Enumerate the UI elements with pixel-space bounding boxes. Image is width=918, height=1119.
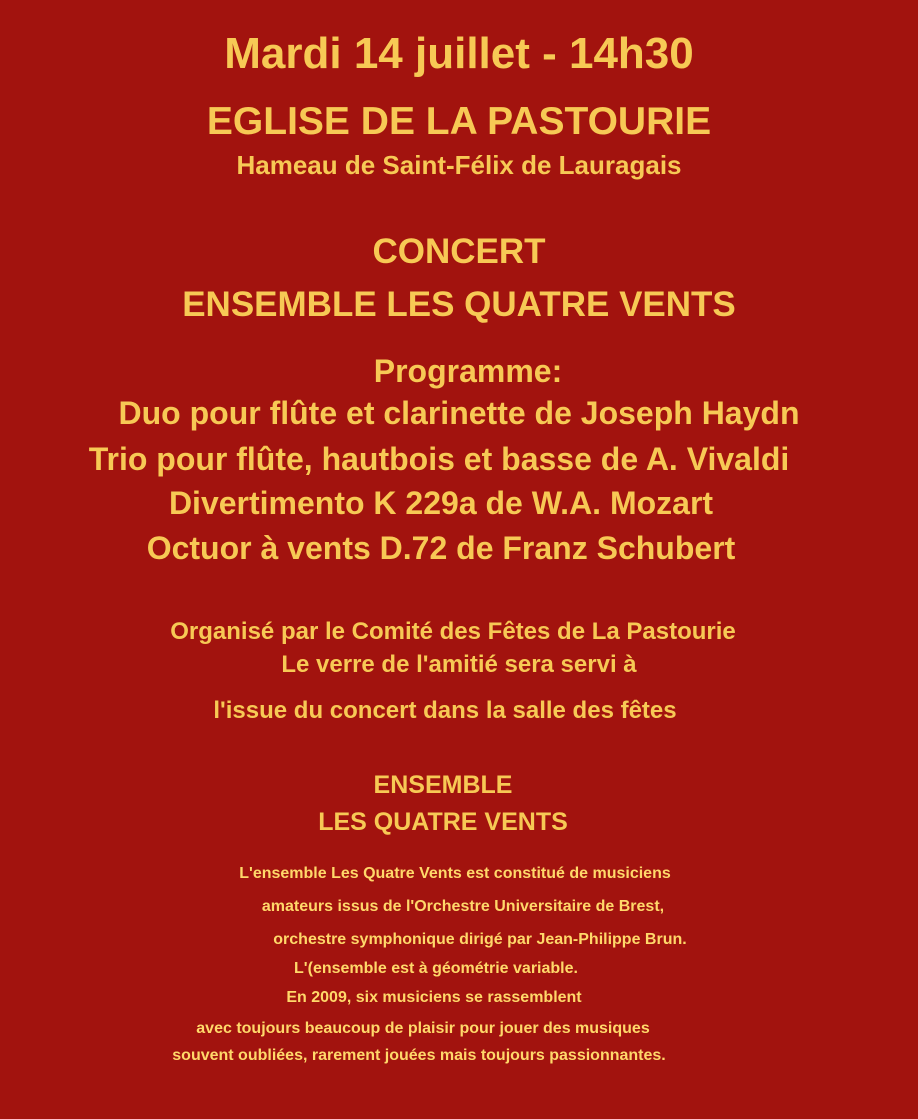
ensemble-section-title: LES QUATRE VENTS bbox=[318, 808, 568, 836]
ensemble-name: ENSEMBLE LES QUATRE VENTS bbox=[182, 285, 736, 324]
programme-heading: Programme: bbox=[373, 353, 563, 389]
ensemble-bio-line: amateurs issus de l'Orchestre Universitaire de Brest, bbox=[261, 898, 665, 915]
venue-location: Hameau de Saint-Félix de Lauragais bbox=[236, 150, 682, 180]
organiser-line: Organisé par le Comité des Fêtes de La Pastourie bbox=[170, 618, 736, 645]
reception-line: l'issue du concert dans la salle des fêtes bbox=[213, 697, 677, 724]
ensemble-bio-line: L'(ensemble est à géométrie variable. bbox=[294, 960, 578, 977]
programme-item: Divertimento K 229a de W.A. Mozart bbox=[168, 485, 714, 521]
programme-item: Duo pour flûte et clarinette de Joseph Haydn bbox=[118, 395, 800, 431]
concert-title: CONCERT bbox=[372, 232, 546, 271]
programme-item: Trio pour flûte, hautbois et basse de A. Vivaldi bbox=[88, 441, 790, 477]
ensemble-section-title: ENSEMBLE bbox=[373, 771, 513, 799]
ensemble-bio-line: avec toujours beaucoup de plaisir pour jouer des musiques bbox=[196, 1020, 650, 1037]
ensemble-bio-line: En 2009, six musiciens se rassemblent bbox=[286, 989, 582, 1006]
ensemble-bio-line: L'ensemble Les Quatre Vents est constitué de musiciens bbox=[239, 865, 671, 882]
venue-name: EGLISE DE LA PASTOURIE bbox=[206, 100, 712, 143]
ensemble-bio-line: orchestre symphonique dirigé par Jean-Philippe Brun. bbox=[273, 931, 687, 948]
ensemble-bio-line: souvent oubliées, rarement jouées mais toujours passionnantes. bbox=[172, 1047, 666, 1064]
reception-line: Le verre de l'amitié sera servi à bbox=[281, 651, 637, 678]
programme-item: Octuor à vents D.72 de Franz Schubert bbox=[146, 530, 736, 566]
event-date: Mardi 14 juillet - 14h30 bbox=[224, 29, 694, 78]
